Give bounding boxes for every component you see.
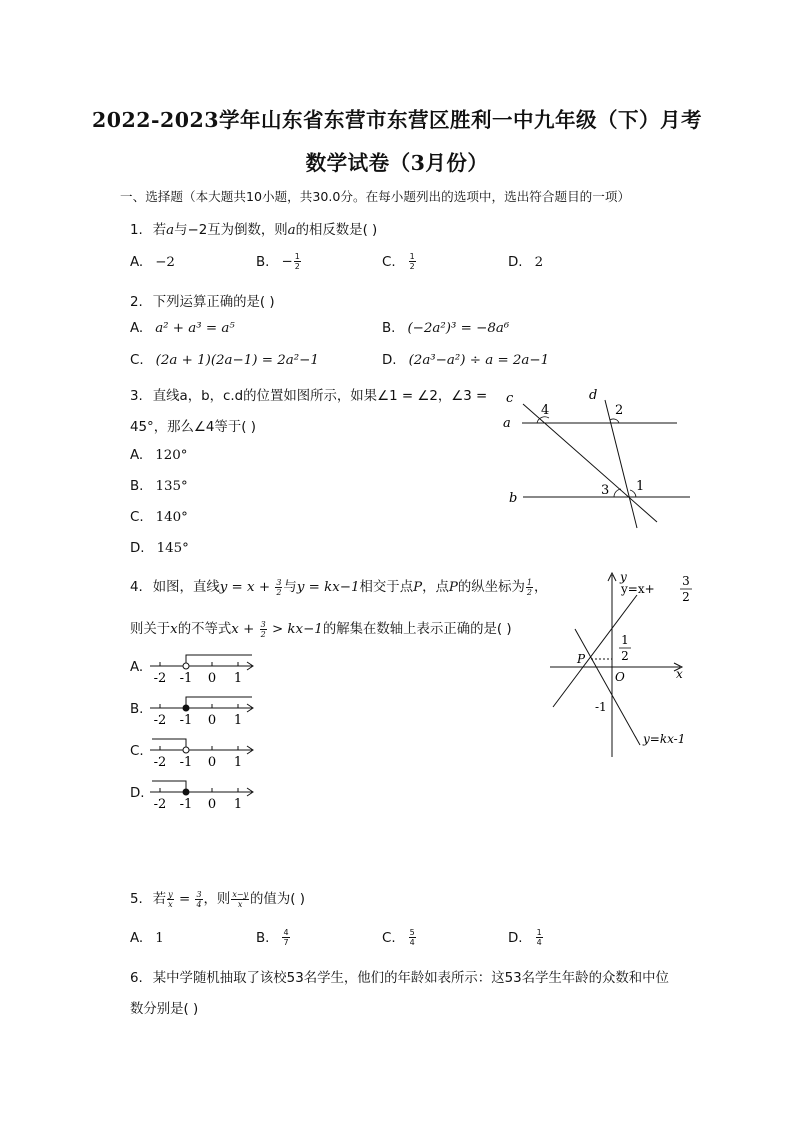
q4-math: y = kx−1: [296, 580, 360, 595]
option-letter: C.: [130, 353, 144, 368]
tick-label: -1: [179, 671, 193, 686]
q4-stem-text: 的不等式: [177, 622, 232, 637]
question-1-stem: [130, 219, 377, 238]
option-text: −: [281, 254, 293, 270]
label-angle-1: 1: [636, 479, 645, 494]
option-letter: D.: [508, 255, 523, 270]
q1-option-c[interactable]: [382, 252, 417, 271]
option-letter: C.: [130, 510, 144, 525]
q4-math: P: [448, 580, 458, 595]
fraction: [409, 928, 416, 947]
numerator: 1: [294, 252, 300, 261]
q4-option-a-number-line[interactable]: [146, 650, 261, 686]
option-letter: A.: [130, 660, 144, 675]
option-text: 2: [534, 255, 544, 270]
numerator: y: [168, 889, 173, 899]
question-4-stem-line2: [130, 618, 512, 639]
q3-option-c[interactable]: [130, 510, 188, 525]
q1-var-a: a: [287, 223, 296, 238]
q1-option-b[interactable]: [256, 252, 302, 271]
q1-stem-text: 的相反数是( ): [295, 223, 378, 238]
fraction: [275, 578, 282, 597]
question-6-stem-line2: 数分别是( ): [130, 1002, 199, 1017]
q4-stem-text: ，: [533, 580, 548, 595]
option-letter: D.: [382, 353, 397, 368]
tick-label: -2: [153, 713, 167, 728]
label-line2: y=kx-1: [643, 732, 686, 746]
q4-option-d-number-line[interactable]: [146, 776, 261, 812]
question-number: 1.: [130, 223, 143, 238]
question-number: 2.: [130, 295, 143, 310]
label-b: b: [509, 491, 518, 506]
fraction: [282, 928, 289, 947]
q2-option-b[interactable]: [382, 321, 509, 336]
solution-ray: [186, 655, 252, 663]
line-y-kx-minus-1: [575, 629, 640, 745]
denominator: 2: [276, 587, 282, 597]
q5-option-c[interactable]: [382, 928, 417, 947]
denominator: 7: [283, 938, 289, 947]
tick-label: -2: [153, 755, 167, 770]
tick-label: 1: [233, 797, 243, 812]
q4-stem-text: 与: [283, 580, 297, 595]
option-letter: B.: [256, 930, 270, 946]
label-line1-num: 3: [682, 574, 690, 588]
label-line1: y=x+: [621, 582, 655, 596]
q5-stem-text: 的值为( ): [250, 892, 305, 907]
q4-stem-text: 的纵坐标为: [457, 580, 525, 595]
label-origin: O: [615, 670, 625, 684]
numerator: x−y: [232, 889, 249, 899]
q4-stem-text: 如图，直线: [152, 580, 220, 595]
tick-label: -2: [153, 797, 167, 812]
question-number: 6.: [130, 971, 143, 986]
q4-option-c-number-line[interactable]: [146, 734, 261, 770]
fraction: [409, 252, 416, 271]
q1-option-d[interactable]: [508, 255, 543, 270]
option-letter: C.: [382, 254, 396, 270]
numerator: 1: [526, 577, 532, 587]
tick-label: -1: [179, 713, 193, 728]
open-point: [183, 663, 189, 669]
tick-label: 0: [207, 671, 217, 686]
q3-stem-text: 直线a，b，c.d的位置如图所示，如果∠1 = ∠2，∠3 =: [152, 389, 488, 404]
option-letter: A.: [130, 255, 144, 270]
option-text: 140°: [155, 510, 188, 525]
label-c: c: [506, 391, 514, 406]
option-text: (2a³−a²) ÷ a = 2a−1: [408, 353, 550, 368]
question-5-stem: [130, 888, 305, 909]
tick-label: 1: [233, 671, 243, 686]
q4-stem-text: 则关于: [130, 622, 171, 637]
q2-stem-text: 下列运算正确的是( ): [152, 295, 275, 310]
q4-math: y = x +: [219, 580, 275, 595]
option-letter: A.: [130, 448, 144, 463]
q4-math: P: [413, 580, 423, 595]
question-number: 3.: [130, 389, 143, 404]
tick-label: -1: [179, 797, 193, 812]
q4-coordinate-figure: [545, 565, 705, 765]
angle-3-arc: [614, 489, 621, 497]
label-half-num: 1: [621, 633, 629, 647]
fraction: [536, 928, 543, 947]
q4-math: > kx−1: [267, 622, 323, 637]
option-letter: D.: [130, 786, 145, 801]
fraction: [526, 578, 533, 597]
label-angle-2: 2: [615, 403, 624, 418]
tick-label: 0: [207, 755, 217, 770]
denominator: 2: [260, 629, 266, 639]
denominator: x: [168, 899, 173, 909]
option-letter: B.: [130, 479, 144, 494]
q4-option-b-number-line[interactable]: [146, 692, 261, 728]
tick-label: -2: [153, 671, 167, 686]
option-text: a² + a³ = a⁵: [155, 321, 235, 336]
numerator: 5: [409, 928, 415, 937]
fraction: [294, 252, 301, 271]
exam-title-line2: 数学试卷（3月份）: [305, 151, 489, 175]
numerator: 1: [409, 252, 415, 261]
question-4-stem-line1: [130, 576, 547, 597]
denominator: 2: [409, 262, 415, 271]
solution-ray: [186, 697, 252, 705]
label-angle-3: 3: [601, 483, 610, 498]
question-3-stem-line2: 45°，那么∠4等于( ): [130, 420, 256, 435]
q6-stem-text: 某中学随机抽取了该校53名学生，他们的年龄如表所示：这53名学生年龄的众数和中位: [152, 971, 669, 986]
line-d: [605, 400, 637, 528]
q5-math: =: [174, 892, 195, 907]
numerator: 4: [283, 928, 289, 937]
q1-var-a: a: [166, 223, 175, 238]
label-a: a: [503, 416, 511, 431]
option-letter: B.: [382, 321, 396, 336]
label-line1-den: 2: [682, 590, 690, 604]
option-letter: A.: [130, 321, 144, 336]
q4-stem-text: 相交于点: [359, 580, 414, 595]
option-letter: D.: [130, 541, 145, 556]
denominator: 2: [294, 262, 300, 271]
option-letter: B.: [130, 702, 144, 717]
q3-option-b[interactable]: [130, 479, 188, 494]
q3-lines-figure: [495, 382, 705, 532]
numerator: 3: [260, 619, 266, 629]
option-text: (2a + 1)(2a−1) = 2a²−1: [155, 353, 319, 368]
q3-option-d[interactable]: [130, 541, 189, 556]
tick-label: 0: [207, 797, 217, 812]
q5-option-a[interactable]: [130, 931, 164, 946]
question-3-stem-line1: [130, 385, 487, 404]
q5-stem-text: ，则: [203, 892, 231, 907]
solution-ray: [152, 781, 186, 789]
option-letter: B.: [256, 254, 270, 270]
question-number: 5.: [130, 892, 143, 907]
q5-option-d[interactable]: [508, 928, 544, 947]
section-heading: 一、选择题（本大题共10小题，共30.0分。在每小题列出的选项中，选出符合题目的一项）: [120, 189, 631, 204]
option-text: (−2a²)³ = −8a⁶: [407, 321, 510, 336]
closed-point: [183, 705, 189, 711]
exam-title-line1: 2022-2023学年山东省东营市东营区胜利一中九年级（下）月考: [91, 108, 703, 132]
option-letter: C.: [130, 744, 144, 759]
fraction: [195, 890, 202, 909]
option-letter: D.: [508, 930, 523, 946]
numerator: 1: [536, 928, 542, 937]
line-c: [523, 404, 657, 522]
denominator: 4: [536, 938, 542, 947]
option-text: 145°: [156, 541, 189, 556]
q2-option-a[interactable]: [130, 321, 235, 336]
label-d: d: [589, 388, 598, 403]
q5-stem-text: 若: [152, 892, 167, 907]
label-minus-one: -1: [595, 700, 607, 714]
denominator: 2: [526, 587, 532, 597]
question-6-stem-line1: [130, 967, 669, 986]
q3-option-a[interactable]: [130, 448, 187, 463]
closed-point: [183, 789, 189, 795]
question-2-stem: [130, 291, 275, 310]
label-angle-4: 4: [541, 403, 550, 418]
option-text: 1: [155, 931, 164, 946]
fraction: [231, 890, 249, 909]
option-text: 135°: [155, 479, 188, 494]
fraction: [167, 890, 174, 909]
q2-option-d[interactable]: [382, 353, 549, 368]
option-text: −2: [155, 255, 175, 270]
fraction: [260, 620, 267, 639]
q1-stem-text: 与−2互为倒数，则: [174, 223, 288, 238]
denominator: 4: [196, 899, 202, 909]
option-letter: C.: [382, 930, 396, 946]
denominator: 4: [409, 938, 415, 947]
tick-label: 0: [207, 713, 217, 728]
label-x-axis: x: [676, 667, 683, 681]
open-point: [183, 747, 189, 753]
tick-label: 1: [233, 755, 243, 770]
angle-2-arc: [610, 419, 619, 423]
solution-ray: [152, 739, 186, 747]
q4-stem-text: ，点: [422, 580, 449, 595]
label-y-axis: y: [620, 570, 627, 584]
q1-option-a[interactable]: [130, 255, 175, 270]
label-half-den: 2: [621, 649, 629, 663]
tick-label: 1: [233, 713, 243, 728]
option-text: 120°: [155, 448, 188, 463]
numerator: 3: [196, 889, 202, 899]
label-point-p: P: [577, 652, 586, 666]
numerator: 3: [276, 577, 282, 587]
denominator: x: [237, 899, 243, 909]
option-letter: A.: [130, 931, 144, 946]
q4-math: x: [170, 622, 178, 637]
q2-option-c[interactable]: [130, 353, 319, 368]
q1-stem-text: 若: [152, 223, 167, 238]
tick-label: -1: [179, 755, 193, 770]
q5-option-b[interactable]: [256, 928, 291, 947]
q4-math: x +: [231, 622, 259, 637]
q4-stem-text: 的解集在数轴上表示正确的是( ): [322, 622, 512, 637]
question-number: 4.: [130, 580, 143, 595]
